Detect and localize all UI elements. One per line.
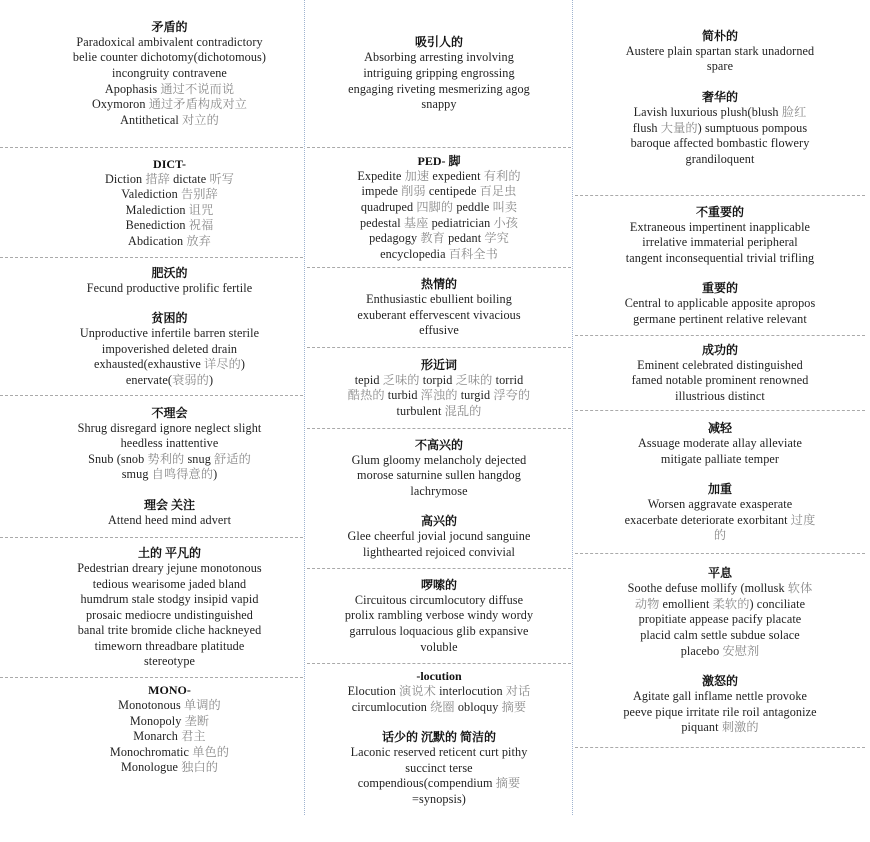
vocab-line: intriguing gripping engrossing bbox=[363, 65, 515, 80]
vocab-group bbox=[575, 420, 865, 467]
vocab-section bbox=[307, 569, 571, 664]
chinese-gloss: 通过不说而说 bbox=[160, 81, 235, 96]
vocab-line: Malediction 诅咒 bbox=[125, 202, 214, 217]
chinese-gloss: 有利的 bbox=[483, 168, 521, 183]
chinese-gloss: 诅咒 bbox=[188, 202, 214, 217]
chinese-gloss: 的 bbox=[713, 528, 727, 543]
vocab-line: peeve pique irritate rile roil antagonize bbox=[623, 704, 817, 719]
vocab-line: germane pertinent relative relevant bbox=[633, 311, 807, 326]
chinese-gloss: 基座 bbox=[403, 215, 429, 230]
vocab-line: enervate(衰弱的) bbox=[125, 372, 214, 387]
vocab-line: Antithetical 对立的 bbox=[120, 112, 219, 127]
group-heading: 理会 关注 bbox=[143, 497, 195, 512]
chinese-gloss: 舒适的 bbox=[214, 451, 251, 466]
column-middle bbox=[307, 0, 571, 814]
vocab-line: 动物 emollient 柔软的) conciliate bbox=[634, 596, 806, 611]
vocab-line: compendious(compendium 摘要 bbox=[357, 776, 521, 791]
chinese-gloss: 独白的 bbox=[181, 760, 219, 775]
chinese-gloss: 百科全书 bbox=[448, 246, 498, 261]
vocab-group bbox=[575, 204, 865, 267]
group-heading: 重要的 bbox=[701, 281, 738, 296]
vocab-group bbox=[36, 310, 303, 388]
vocab-line: propitiate appease pacify placate bbox=[638, 612, 802, 627]
vocab-line: prosaic mediocre undistinguished bbox=[85, 607, 254, 622]
vocab-line: Elocution 演说术 interlocution 对话 bbox=[347, 684, 531, 698]
vocab-group bbox=[575, 280, 865, 327]
vocab-line: Central to applicable apposite apropos bbox=[624, 296, 816, 311]
vocab-line: famed notable prominent renowned bbox=[631, 373, 809, 388]
vocab-group bbox=[575, 342, 865, 405]
vocab-line: Attend heed mind advert bbox=[107, 512, 232, 527]
vocab-line: engaging riveting mesmerizing agog bbox=[348, 81, 530, 96]
vocab-line: Absorbing arresting involving bbox=[364, 50, 514, 65]
chinese-gloss: 乏味的 bbox=[455, 372, 493, 387]
vocab-line: tedious wearisome jaded bland bbox=[92, 576, 247, 591]
vocab-line: Austere plain spartan stark unadorned bbox=[625, 43, 815, 58]
vocab-line: baroque affected bombastic flowery bbox=[630, 136, 810, 151]
vocab-section bbox=[0, 538, 303, 678]
chinese-gloss: 听写 bbox=[209, 171, 235, 186]
group-heading: 激怒的 bbox=[701, 674, 738, 689]
group-heading: 不理会 bbox=[151, 405, 188, 420]
vocab-line: tepid 乏味的 torpid 乏味的 torrid bbox=[354, 372, 524, 387]
chinese-gloss: 祝福 bbox=[188, 218, 214, 233]
chinese-gloss: 软体 bbox=[787, 581, 813, 596]
chinese-gloss: 刺激的 bbox=[721, 720, 759, 735]
chinese-gloss: 脸红 bbox=[781, 104, 807, 119]
chinese-gloss: 加速 bbox=[404, 168, 430, 183]
chinese-gloss: 浮夸的 bbox=[493, 388, 531, 403]
chinese-gloss: 叫卖 bbox=[492, 199, 518, 214]
vocab-line: 酷热的 turbid 浑浊的 turgid 浮夸的 bbox=[347, 388, 531, 403]
vocab-line: Pedestrian dreary jejune monotonous bbox=[77, 560, 262, 575]
group-heading: -locution bbox=[416, 669, 462, 683]
vocab-line: Fecund productive prolific fertile bbox=[86, 280, 253, 295]
vocab-line: Oxymoron 通过矛盾构成对立 bbox=[91, 97, 248, 112]
vocab-line: Worsen aggravate exasperate bbox=[647, 497, 793, 512]
vocab-line: Eminent celebrated distinguished bbox=[637, 357, 803, 372]
vocab-section bbox=[0, 258, 303, 396]
vocab-line: flush 大量的) sumptuous pompous bbox=[632, 120, 808, 135]
vocab-line: timeworn threadbare platitude bbox=[94, 638, 245, 653]
vocab-line: incongruity contravene bbox=[112, 65, 227, 80]
vocab-line: Snub (snob 势利的 snug 舒适的 bbox=[88, 451, 251, 466]
vocab-line: Glum gloomy melancholy dejected bbox=[351, 452, 527, 467]
chinese-gloss: 安慰剂 bbox=[722, 643, 760, 658]
group-heading: 成功的 bbox=[701, 342, 738, 357]
vocab-line: belie counter dichotomy(dichotomous) bbox=[72, 50, 267, 65]
column-divider-right bbox=[572, 0, 573, 815]
group-heading: 不重要的 bbox=[695, 204, 744, 219]
column-left bbox=[0, 0, 303, 791]
vocab-line: heedless inattentive bbox=[120, 436, 219, 451]
vocab-line: lachrymose bbox=[410, 483, 468, 498]
vocab-line: =synopsis) bbox=[412, 791, 466, 806]
vocab-line: piquant 刺激的 bbox=[681, 720, 759, 735]
chinese-gloss: 告别辞 bbox=[180, 187, 218, 202]
vocab-line: lighthearted rejoiced convivial bbox=[363, 544, 515, 559]
chinese-gloss: 动物 bbox=[634, 596, 660, 611]
vocab-group bbox=[307, 668, 571, 715]
vocab-line: turbulent 混乱的 bbox=[396, 403, 482, 418]
chinese-gloss: 措辞 bbox=[145, 171, 170, 186]
vocab-group bbox=[575, 481, 865, 544]
chinese-gloss: 摘要 bbox=[495, 776, 521, 791]
vocab-group bbox=[36, 19, 303, 129]
vocab-line: Monopoly 垄断 bbox=[129, 713, 210, 728]
chinese-gloss: 对话 bbox=[505, 684, 531, 698]
vocab-line: Monotonous 单调的 bbox=[118, 698, 221, 712]
vocab-group bbox=[36, 405, 303, 483]
vocab-line: Paradoxical ambivalent contradictory bbox=[76, 34, 263, 49]
vocab-line: humdrum stale stodgy insipid vapid bbox=[80, 592, 259, 607]
vocab-line: exacerbate deteriorate exorbitant 过度 bbox=[624, 512, 816, 527]
vocab-line: Diction 措辞 dictate 听写 bbox=[104, 171, 235, 186]
chinese-gloss: 通过矛盾构成对立 bbox=[148, 97, 248, 112]
vocab-line: smug 自鸣得意的) bbox=[121, 467, 218, 482]
vocab-line: effusive bbox=[419, 323, 459, 338]
chinese-gloss: 衰弱的 bbox=[172, 372, 209, 387]
chinese-gloss: 自鸣得意的 bbox=[151, 467, 214, 482]
vocab-line: Apophasis 通过不说而说 bbox=[104, 81, 235, 96]
vocab-line: morose saturnine sullen hangdog bbox=[357, 468, 521, 483]
vocab-line: Valediction 告别辞 bbox=[121, 187, 218, 202]
column-divider-left bbox=[304, 0, 305, 815]
vocab-group bbox=[307, 513, 571, 560]
group-heading: DICT- bbox=[153, 156, 186, 171]
vocab-section bbox=[307, 429, 571, 569]
vocab-line: Assuage moderate allay alleviate bbox=[638, 436, 802, 451]
vocab-section bbox=[307, 348, 571, 429]
vocab-line: stereotype bbox=[143, 654, 196, 669]
vocab-group bbox=[575, 565, 865, 659]
group-heading: 热情的 bbox=[420, 277, 457, 292]
vocab-line: impede 削弱 centipede 百足虫 bbox=[361, 184, 517, 199]
group-heading: 贫困的 bbox=[151, 311, 188, 326]
group-heading: 加重 bbox=[707, 482, 732, 497]
vocab-section bbox=[0, 0, 303, 148]
vocab-line: grandiloquent bbox=[685, 151, 755, 166]
vocab-group bbox=[307, 34, 571, 112]
chinese-gloss: 对立的 bbox=[182, 112, 219, 127]
group-heading: 不高兴的 bbox=[414, 437, 463, 452]
vocab-group bbox=[307, 437, 571, 500]
chinese-gloss: 大量的 bbox=[660, 120, 698, 135]
vocab-line: placid calm settle subdue solace bbox=[640, 627, 800, 642]
vocab-line: voluble bbox=[420, 639, 458, 654]
vocab-section bbox=[307, 268, 571, 348]
vocab-section bbox=[0, 678, 303, 791]
vocab-line: Monarch 君主 bbox=[133, 729, 206, 744]
vocab-section bbox=[0, 148, 303, 258]
vocab-line: impoverished deleted drain bbox=[101, 341, 238, 356]
group-heading: MONO- bbox=[148, 683, 191, 697]
group-heading: 简朴的 bbox=[701, 28, 738, 43]
group-heading: 土的 平凡的 bbox=[137, 545, 201, 560]
vocab-group bbox=[575, 673, 865, 736]
chinese-gloss: 势利的 bbox=[147, 451, 185, 466]
chinese-gloss: 摘要 bbox=[501, 699, 527, 714]
chinese-gloss: 过度 bbox=[790, 512, 816, 527]
vocab-line: Shrug disregard ignore neglect slight bbox=[77, 420, 262, 435]
vocab-line: circumlocution 绕圈 obloquy 摘要 bbox=[351, 699, 527, 714]
vocab-line: irrelative immaterial peripheral bbox=[642, 235, 798, 250]
chinese-gloss: 柔软的 bbox=[712, 596, 750, 611]
vocab-section bbox=[307, 148, 571, 268]
chinese-gloss: 学究 bbox=[484, 231, 509, 246]
chinese-gloss: 削弱 bbox=[401, 184, 426, 199]
vocab-section bbox=[0, 396, 303, 538]
vocab-group bbox=[36, 265, 303, 297]
chinese-gloss: 垄断 bbox=[184, 713, 210, 728]
vocab-line: Unproductive infertile barren sterile bbox=[79, 326, 260, 341]
vocab-line: spare bbox=[706, 59, 734, 74]
group-heading: 吸引人的 bbox=[414, 35, 463, 50]
vocab-section bbox=[575, 0, 865, 196]
chinese-gloss: 放弃 bbox=[186, 233, 211, 248]
vocab-group bbox=[36, 545, 303, 670]
vocab-line: banal trite bromide cliche hackneyed bbox=[77, 623, 262, 638]
vocab-group bbox=[575, 89, 865, 167]
group-heading: 肥沃的 bbox=[151, 265, 188, 280]
chinese-gloss: 小孩 bbox=[493, 215, 519, 230]
chinese-gloss: 教育 bbox=[420, 231, 445, 246]
vocab-group bbox=[36, 682, 303, 776]
vocab-section bbox=[575, 411, 865, 554]
chinese-gloss: 演说术 bbox=[399, 684, 436, 698]
column-right bbox=[575, 0, 865, 748]
vocab-line: tangent inconsequential trivial trifling bbox=[625, 250, 815, 265]
vocab-line: pedagogy 教育 pedant 学究 bbox=[369, 231, 509, 246]
vocab-line: exhausted(exhaustive 详尽的) bbox=[93, 357, 246, 372]
vocab-section bbox=[307, 0, 571, 148]
vocab-section bbox=[575, 196, 865, 336]
vocab-line: Lavish luxurious plush(blush 脸红 bbox=[633, 104, 807, 119]
vocab-group bbox=[307, 153, 571, 263]
vocab-line: illustrious distinct bbox=[675, 388, 765, 403]
vocab-group bbox=[307, 357, 571, 420]
vocab-line: Soothe defuse mollify (mollusk 软体 bbox=[627, 581, 813, 596]
vocab-line: Agitate gall inflame nettle provoke bbox=[632, 689, 808, 704]
group-heading: 形近词 bbox=[420, 357, 457, 372]
chinese-gloss: 单色的 bbox=[192, 744, 230, 759]
vocab-line: Monochromatic 单色的 bbox=[109, 744, 230, 759]
vocab-line: placebo 安慰剂 bbox=[680, 643, 760, 658]
vocab-line: encyclopedia 百科全书 bbox=[380, 246, 498, 261]
vocab-line: Circuitous circumlocutory diffuse bbox=[354, 592, 524, 607]
group-heading: PED- 脚 bbox=[417, 153, 461, 168]
chinese-gloss: 乏味的 bbox=[382, 372, 420, 387]
vocab-line: quadruped 四脚的 peddle 叫卖 bbox=[360, 199, 518, 214]
vocab-group bbox=[307, 729, 571, 807]
group-heading: 减轻 bbox=[707, 421, 732, 436]
vocab-group bbox=[307, 577, 571, 655]
vocab-line: garrulous loquacious glib expansive bbox=[349, 624, 529, 638]
vocab-line: exuberant effervescent vivacious bbox=[357, 307, 521, 322]
group-heading: 奢华的 bbox=[701, 89, 738, 104]
vocab-line: Monologue 独白的 bbox=[120, 760, 219, 775]
group-heading: 矛盾的 bbox=[151, 19, 188, 34]
group-heading: 啰嗦的 bbox=[420, 577, 457, 592]
vocab-group bbox=[36, 497, 303, 529]
chinese-gloss: 百足虫 bbox=[479, 184, 517, 199]
chinese-gloss: 四脚的 bbox=[416, 199, 454, 214]
vocab-section bbox=[575, 554, 865, 748]
vocab-line bbox=[575, 528, 865, 544]
vocab-section bbox=[575, 336, 865, 411]
vocab-line: Abdication 放弃 bbox=[128, 233, 211, 248]
vocab-line: Laconic reserved reticent curt pithy bbox=[350, 745, 528, 760]
vocab-section bbox=[307, 664, 571, 814]
chinese-gloss: 绕圈 bbox=[430, 699, 455, 714]
vocab-line: Glee cheerful jovial jocund sanguine bbox=[347, 529, 531, 544]
vocab-line: Enthusiastic ebullient boiling bbox=[366, 292, 512, 307]
group-heading: 平息 bbox=[707, 566, 732, 581]
vocab-line: snappy bbox=[421, 97, 457, 112]
group-heading: 话少的 沉默的 简洁的 bbox=[381, 730, 496, 745]
vocab-line: mitigate palliate temper bbox=[660, 451, 780, 466]
vocab-line: succinct terse bbox=[405, 760, 473, 775]
chinese-gloss: 浑浊的 bbox=[420, 388, 458, 403]
vocab-group bbox=[575, 28, 865, 75]
chinese-gloss: 混乱的 bbox=[444, 403, 482, 418]
chinese-gloss: 详尽的 bbox=[204, 357, 241, 372]
vocab-group bbox=[36, 156, 303, 250]
group-heading: 高兴的 bbox=[420, 514, 457, 529]
chinese-gloss: 单调的 bbox=[183, 698, 221, 712]
vocab-line: prolix rambling verbose windy wordy bbox=[344, 608, 534, 623]
vocab-line: Extraneous impertinent inapplicable bbox=[629, 219, 811, 234]
vocab-group bbox=[307, 276, 571, 339]
vocab-line: Benediction 祝福 bbox=[125, 218, 214, 233]
vocab-line: pedestal 基座 pediatrician 小孩 bbox=[359, 215, 519, 230]
chinese-gloss: 酷热的 bbox=[347, 388, 385, 403]
chinese-gloss: 君主 bbox=[181, 729, 206, 744]
vocab-line: Expedite 加速 expedient 有利的 bbox=[357, 168, 521, 183]
